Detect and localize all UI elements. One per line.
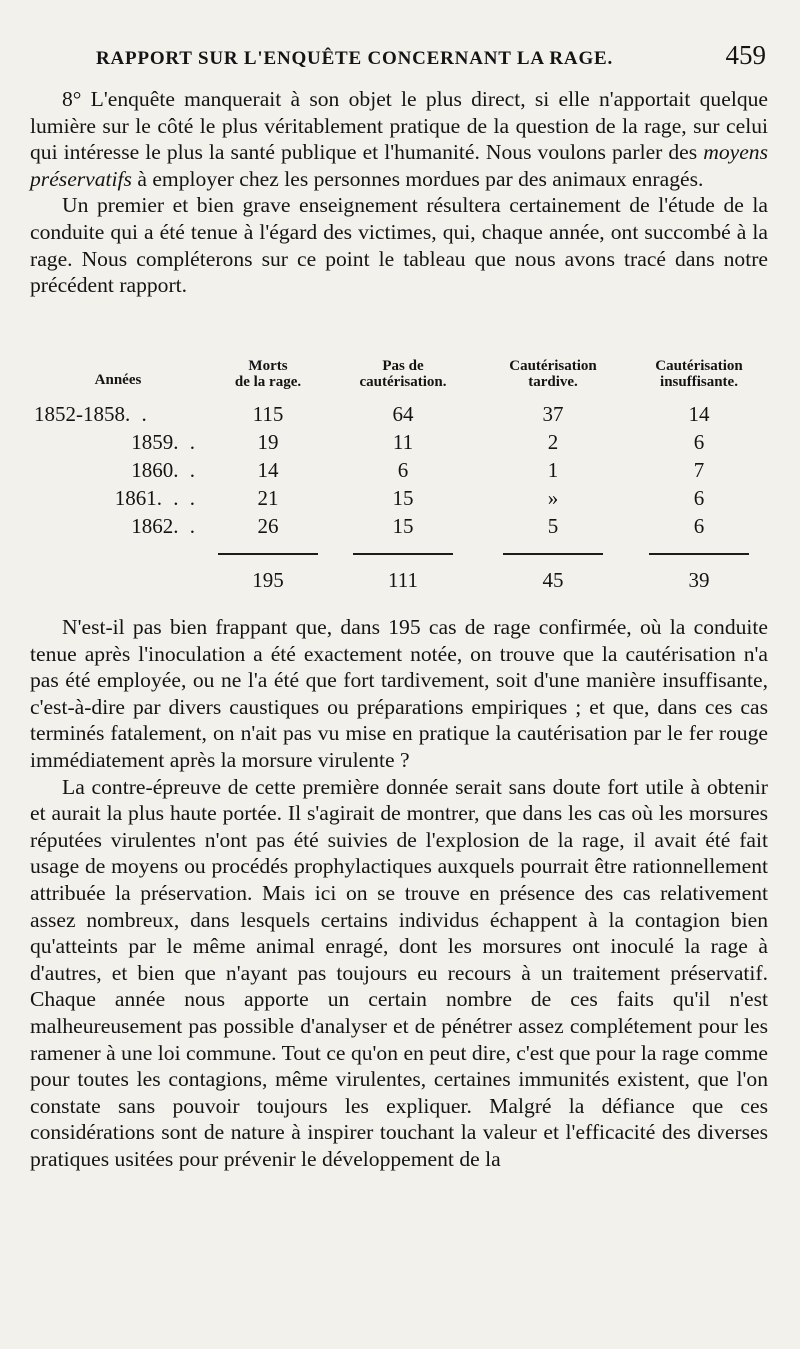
table-header-row [28, 358, 770, 400]
sum-rule [353, 553, 453, 555]
paragraph-2: Un premier et bien grave enseignement résultera certainement de l'étude de la conduite qui a été tenue à l'égard des victimes, qui, chaque année, ont succombé à la rage. Nous compléterons sur ce point le tableau que nous avons tracé dans notre précédent rapport. [30, 193, 768, 298]
year-cell: 1852-1858. . [34, 401, 150, 426]
insufficient-cauterization-cell: 6 [693, 429, 705, 454]
emphasis-text: moyens préservatifs [30, 140, 768, 191]
header-years: Années [94, 372, 142, 388]
header-late-cauterization: Cautérisation tardive. [509, 358, 597, 390]
year-cell: 1862. . [131, 513, 198, 538]
deaths-cell: 14 [257, 457, 279, 482]
no-cauterization-cell: 11 [392, 429, 414, 454]
header-insufficient-cauterization: Cautérisation insuffisante. [655, 358, 743, 390]
insufficient-cauterization-cell: 7 [693, 457, 705, 482]
total-deaths: 195 [252, 567, 284, 592]
late-cauterization-cell: 2 [547, 429, 559, 454]
header-deaths: Morts de la rage. [234, 358, 302, 390]
paragraph-3: N'est-il pas bien frappant que, dans 195 cas de rage confirmée, où la conduite tenue après l'inoculation a été exactement notée, on trouve que la cautérisation n'a pas été employée, ou ne l'a été que fort tardivement, soit d'une manière insuffisante, c'est-à-dire par divers caustiques ou préparations empiriques ; et que, dans ces cas terminés fatalement, on n'ait pas vu mise en pratique la cautérisation par le fer rouge immédiatement après la morsure virulente ? [30, 615, 768, 772]
late-cauterization-cell: » [547, 485, 559, 510]
header-no-cauterization: Pas de cautérisation. [359, 358, 447, 390]
no-cauterization-cell: 15 [392, 513, 414, 538]
sum-rule [649, 553, 749, 555]
year-cell: 1861. . . [114, 485, 198, 510]
paragraph-4: La contre-épreuve de cette première donnée serait sans doute fort utile à obtenir et aurait la plus haute portée. Il s'agirait de montrer, que dans les cas où les morsures réputées virulentes n'ont pas été suivies de l'explosion de la rage, il avait été fait usage de moyens ou procédés prophylactiques auxquels pourrait être rationnellement attribuée la préservation. Mais ici on se trouve en présence des cas relativement assez nombreux, dans lesquels certains individus échappent à la contagion bien qu'atteints par le même animal enragé, dont les morsures ont inoculé la rage à d'autres, et bien que n'ayant pas toujours eu recours à un traitement préservatif. Chaque année nous apporte un certain nombre de ces faits qu'il n'est malheureusement pas possible d'analyser et de pénétrer assez complétement pour les ramener à une loi commune. Tout ce qu'on en peut dire, c'est que pour la rage comme pour toutes les contagions, même virulentes, certaines immunités existent, que l'on constate sans pouvoir toujours les expliquer. Malgré la défiance que ces considérations sont de nature à inspirer touchant la valeur et l'efficacité des diverses pratiques usitées pour prévenir le développement de la [30, 774, 768, 1171]
table-row [28, 484, 770, 512]
insufficient-cauterization-cell: 6 [693, 485, 705, 510]
sum-rule-row [28, 540, 770, 565]
table-row [28, 400, 770, 428]
late-cauterization-cell: 37 [542, 401, 564, 426]
no-cauterization-cell: 64 [392, 401, 414, 426]
running-title: RAPPORT SUR L'ENQUÊTE CONCERNANT LA RAGE. [96, 48, 614, 69]
total-insufficient-cauterization: 39 [688, 567, 710, 592]
table-row [28, 428, 770, 456]
late-cauterization-cell: 1 [547, 457, 559, 482]
deaths-cell: 115 [252, 401, 284, 426]
no-cauterization-cell: 15 [392, 485, 414, 510]
sum-rule [503, 553, 603, 555]
page-header [96, 40, 766, 74]
totals-row [28, 565, 770, 595]
paragraph-1: 8° L'enquête manquerait à son objet le plus direct, si elle n'apportait quelque lumière sur le côté le plus véritablement pratique de la question de la rage, sur celui qui intéresse le plus la santé publique et l'humanité. Nous voulons parler des moyens préservatifs à employer chez les personnes mordues par des animaux enragés. [30, 87, 768, 191]
year-cell: 1859. . [131, 429, 198, 454]
body-text [30, 614, 768, 1172]
sum-rule [218, 553, 318, 555]
total-no-cauterization: 111 [388, 567, 418, 592]
table-row [28, 512, 770, 540]
rabies-statistics-table [28, 358, 770, 595]
deaths-cell: 19 [257, 429, 279, 454]
deaths-cell: 21 [257, 485, 279, 510]
deaths-cell: 26 [257, 513, 279, 538]
late-cauterization-cell: 5 [547, 513, 559, 538]
year-cell: 1860. . [131, 457, 198, 482]
no-cauterization-cell: 6 [397, 457, 409, 482]
total-late-cauterization: 45 [542, 567, 564, 592]
insufficient-cauterization-cell: 14 [688, 401, 710, 426]
insufficient-cauterization-cell: 6 [693, 513, 705, 538]
intro-text [30, 86, 768, 299]
table-row [28, 456, 770, 484]
page-number: 459 [725, 40, 766, 70]
